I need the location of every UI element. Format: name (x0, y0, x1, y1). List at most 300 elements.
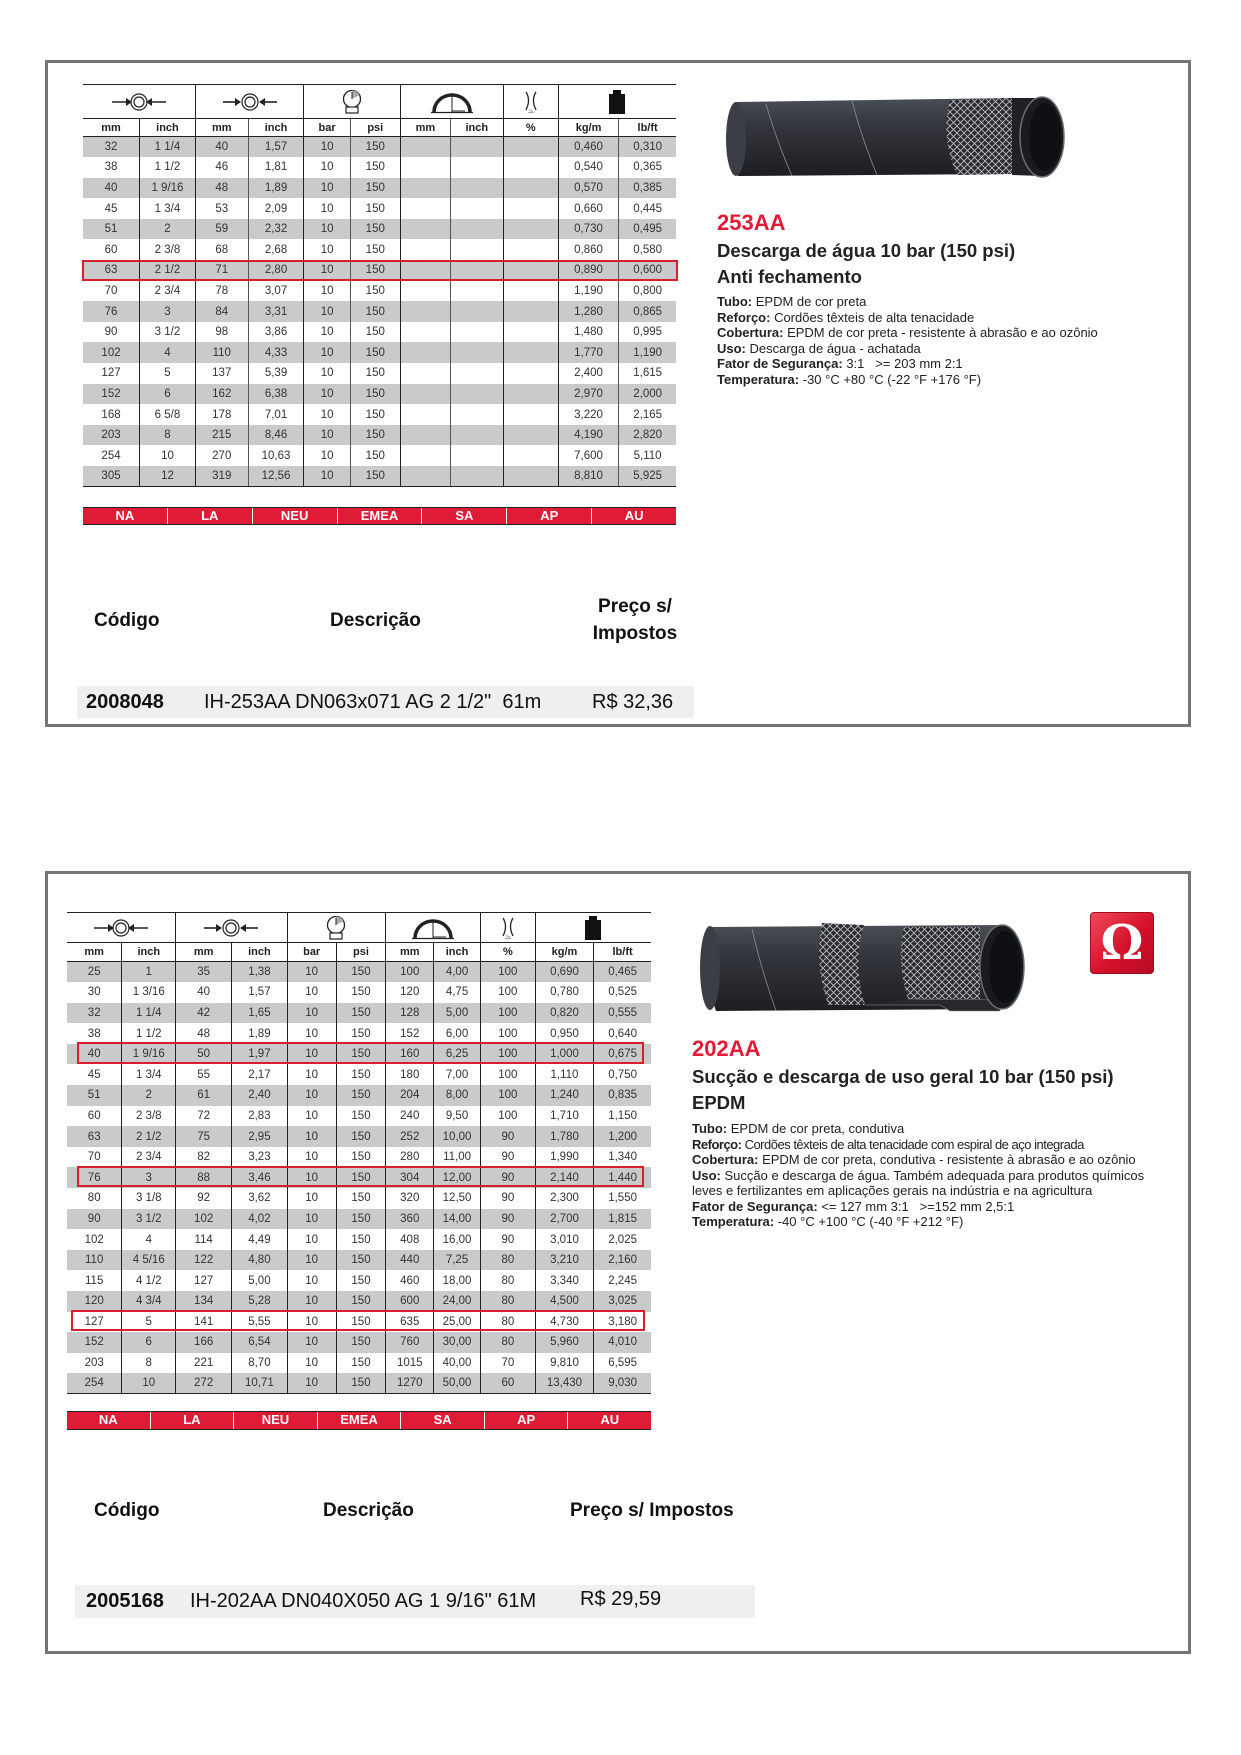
table-cell: 6,38 (248, 384, 304, 405)
price-header-price: Preço s/ Impostos (592, 596, 678, 644)
table-cell (450, 384, 503, 405)
table-cell: 70 (67, 1147, 122, 1168)
table-cell (450, 322, 503, 343)
table-cell: 4,49 (232, 1229, 287, 1250)
table-cell: 1,780 (535, 1126, 593, 1147)
table-cell: 0,660 (558, 198, 618, 219)
table-cell: 6,25 (434, 1044, 481, 1065)
table-row (83, 342, 676, 363)
region-au: AU (591, 508, 676, 524)
table-cell (450, 281, 503, 302)
table-cell: 1,81 (248, 157, 304, 178)
table-row (67, 1023, 651, 1044)
table-cell: 127 (67, 1312, 122, 1333)
table-cell: 10 (287, 1126, 336, 1147)
table-cell: 2,09 (248, 198, 304, 219)
table-cell: 90 (67, 1209, 122, 1230)
table-cell (400, 322, 450, 343)
table-cell (503, 239, 558, 260)
table-cell: 1 3/4 (140, 198, 196, 219)
table-cell: 3,010 (535, 1229, 593, 1250)
table-row (67, 1209, 651, 1230)
table-cell (503, 198, 558, 219)
table-cell: 120 (67, 1291, 122, 1312)
table-cell: 100 (480, 1044, 535, 1065)
table-cell: 1 1/2 (140, 157, 196, 178)
table-row (83, 239, 676, 260)
table-cell: 7,00 (434, 1064, 481, 1085)
table-cell: 0,495 (619, 219, 676, 240)
product-title-line1: Descarga de água 10 bar (150 psi) (717, 240, 1016, 261)
table-cell: 4,730 (535, 1312, 593, 1333)
table-cell: 221 (176, 1353, 232, 1374)
table-cell: 180 (386, 1064, 434, 1085)
table-cell: 252 (386, 1126, 434, 1147)
table-cell: 59 (195, 219, 248, 240)
table-cell: 38 (83, 157, 140, 178)
table-cell (503, 322, 558, 343)
table-cell: 8,46 (248, 425, 304, 446)
table-cell: 1 1/2 (122, 1023, 176, 1044)
table-cell: 8,810 (558, 466, 618, 487)
table-cell: 2 3/4 (140, 281, 196, 302)
table-cell: 635 (386, 1312, 434, 1333)
table-cell: 1,000 (535, 1044, 593, 1065)
table-cell: 1,710 (535, 1106, 593, 1127)
table-row (67, 1229, 651, 1250)
table-cell: 3,86 (248, 322, 304, 343)
table-cell (503, 281, 558, 302)
table-cell: 2,970 (558, 384, 618, 405)
pressure-gauge-icon (304, 85, 400, 119)
table-cell: 1 (122, 962, 176, 983)
table-row (83, 219, 676, 240)
table-cell: 150 (350, 466, 400, 487)
table-cell: 9,50 (434, 1106, 481, 1127)
table-cell: 13,430 (535, 1373, 593, 1394)
table-cell: 100 (480, 1106, 535, 1127)
table-cell: 10 (304, 363, 350, 384)
table-cell: 90 (83, 322, 140, 343)
table-cell: 122 (176, 1250, 232, 1271)
table-cell: 1 1/4 (122, 1003, 176, 1024)
table-cell: 0,540 (558, 157, 618, 178)
table-cell (503, 425, 558, 446)
table-cell: 4,80 (232, 1250, 287, 1271)
table-cell: 10 (287, 1270, 336, 1291)
table-cell: 0,860 (558, 239, 618, 260)
unit-header: inch (140, 119, 196, 137)
table-cell: 10 (287, 1209, 336, 1230)
region-emea: EMEA (337, 508, 422, 524)
table-cell: 168 (83, 404, 140, 425)
table-cell: 5,925 (619, 466, 676, 487)
spec-cobertura: Cobertura: EPDM de cor preta - resistente à abrasão e ao ozônio (717, 325, 1098, 340)
product-specs (717, 294, 1177, 387)
spec-uso: Uso: Sucção e descarga de água. Também adequada para produtos químicos leves e fertilizantes em aplicações gerais na indústria e na agricultura (692, 1167, 1145, 1198)
table-cell: 40 (176, 982, 232, 1003)
table-cell: 1 3/16 (122, 982, 176, 1003)
product-code: 253AA (717, 210, 786, 235)
table-cell: 203 (67, 1353, 122, 1374)
table-cell: 2,32 (248, 219, 304, 240)
table-cell: 141 (176, 1312, 232, 1333)
table-cell (400, 178, 450, 199)
table-cell: 10 (287, 1085, 336, 1106)
table-cell: 2,025 (594, 1229, 651, 1250)
table-cell: 8,70 (232, 1353, 287, 1374)
table-cell: 150 (336, 1085, 386, 1106)
table-cell: 150 (350, 178, 400, 199)
table-cell: 10 (287, 1188, 336, 1209)
table-cell: 25,00 (434, 1312, 481, 1333)
table-cell: 12,00 (434, 1167, 481, 1188)
unit-header: bar (304, 119, 350, 137)
table-cell (450, 301, 503, 322)
bend-radius-icon (386, 913, 481, 943)
region-ap: AP (484, 1412, 568, 1429)
table-cell (450, 219, 503, 240)
table-cell: 10 (287, 982, 336, 1003)
table-cell: 40 (195, 137, 248, 158)
table-cell: 90 (480, 1188, 535, 1209)
table-cell: 150 (350, 322, 400, 343)
spec-fator-seguranca: Fator de Segurança: 3:1 >= 203 mm 2:1 (717, 356, 963, 371)
spec-tubo: Tubo: EPDM de cor preta (717, 294, 867, 309)
table-cell: 3 1/8 (122, 1188, 176, 1209)
table-cell: 10 (304, 445, 350, 466)
table-cell: 1,89 (248, 178, 304, 199)
table-row (83, 260, 676, 281)
table-cell: 5,00 (232, 1270, 287, 1291)
table-row (83, 301, 676, 322)
table-cell: 1,615 (619, 363, 676, 384)
table-cell: 4,02 (232, 1209, 287, 1230)
table-cell (450, 157, 503, 178)
product-title-line2: EPDM (692, 1092, 746, 1113)
table-cell: 1,815 (594, 1209, 651, 1230)
table-cell: 150 (336, 1188, 386, 1209)
unit-header: mm (195, 119, 248, 137)
table-cell: 55 (176, 1064, 232, 1085)
unit-header: psi (336, 943, 386, 962)
table-cell (503, 363, 558, 384)
table-cell: 61 (176, 1085, 232, 1106)
table-cell: 150 (336, 1147, 386, 1168)
table-cell: 50,00 (434, 1373, 481, 1394)
table-cell: 10 (304, 425, 350, 446)
table-cell (503, 445, 558, 466)
table-cell: 2 1/2 (140, 260, 196, 281)
table-cell: 102 (67, 1229, 122, 1250)
table-cell: 0,555 (594, 1003, 651, 1024)
table-cell: 150 (336, 1353, 386, 1374)
unit-header: inch (450, 119, 503, 137)
table-cell: 51 (67, 1085, 122, 1106)
table-cell: 45 (83, 198, 140, 219)
table-cell: 10 (304, 137, 350, 158)
table-cell (450, 342, 503, 363)
table-cell: 90 (480, 1167, 535, 1188)
table-cell: 128 (386, 1003, 434, 1024)
table-row (83, 198, 676, 219)
table-row (83, 281, 676, 302)
table-cell (503, 342, 558, 363)
table-row (67, 1085, 651, 1106)
table-cell: 100 (480, 1023, 535, 1044)
region-emea: EMEA (317, 1412, 401, 1429)
table-cell: 100 (386, 962, 434, 983)
table-cell: 88 (176, 1167, 232, 1188)
table-cell: 240 (386, 1106, 434, 1127)
table-cell: 2 1/2 (122, 1126, 176, 1147)
table-row (67, 962, 651, 983)
unit-header: psi (350, 119, 400, 137)
table-cell: 10 (304, 260, 350, 281)
table-cell: 0,570 (558, 178, 618, 199)
region-sa: SA (421, 508, 506, 524)
table-cell: 80 (480, 1270, 535, 1291)
spec-cobertura: Cobertura: EPDM de cor preta, condutiva - resistente à abrasão e ao ozônio (692, 1152, 1136, 1167)
table-cell: 115 (67, 1270, 122, 1291)
table-cell: 1,97 (232, 1044, 287, 1065)
table-cell: 152 (67, 1332, 122, 1353)
table-cell: 102 (176, 1209, 232, 1230)
table-cell: 150 (336, 1167, 386, 1188)
table-cell: 63 (67, 1126, 122, 1147)
table-cell (400, 445, 450, 466)
table-cell: 3,180 (594, 1312, 651, 1333)
table-cell (400, 384, 450, 405)
table-cell (400, 363, 450, 384)
table-cell: 150 (350, 239, 400, 260)
table-cell: 150 (336, 1209, 386, 1230)
unit-header: kg/m (535, 943, 593, 962)
table-cell: 0,730 (558, 219, 618, 240)
table-cell: 3,340 (535, 1270, 593, 1291)
table-cell: 1,340 (594, 1147, 651, 1168)
table-cell: 102 (83, 342, 140, 363)
table-cell: 80 (480, 1291, 535, 1312)
table-cell (400, 137, 450, 158)
bend-radius-icon (400, 85, 503, 119)
weight-icon (558, 85, 676, 119)
table-cell: 10 (304, 239, 350, 260)
table-row (83, 384, 676, 405)
table-cell: 24,00 (434, 1291, 481, 1312)
table-cell: 10 (304, 466, 350, 487)
table-cell: 1015 (386, 1353, 434, 1374)
table-cell: 270 (195, 445, 248, 466)
table-cell: 2,165 (619, 404, 676, 425)
spec-table-253aa (83, 84, 676, 487)
unit-header: mm (386, 943, 434, 962)
table-cell: 120 (386, 982, 434, 1003)
table-row (67, 1064, 651, 1085)
table-cell (450, 404, 503, 425)
table-row (83, 137, 676, 158)
spec-fator-seguranca: Fator de Segurança: <= 127 mm 3:1 >=152 mm 2,5:1 (692, 1198, 1015, 1214)
table-cell (400, 157, 450, 178)
table-row (67, 1126, 651, 1147)
table-cell: 2 (140, 219, 196, 240)
table-cell: 2,80 (248, 260, 304, 281)
table-cell: 10 (287, 962, 336, 983)
table-cell: 10,63 (248, 445, 304, 466)
unit-header: inch (122, 943, 176, 962)
price-header-code: Código (94, 610, 160, 631)
table-cell (400, 466, 450, 487)
table-cell: 1,65 (232, 1003, 287, 1024)
table-cell: 0,365 (619, 157, 676, 178)
table-row (67, 1291, 651, 1312)
table-cell: 1,38 (232, 962, 287, 983)
table-cell: 0,460 (558, 137, 618, 158)
icon-header-row (67, 913, 651, 943)
table-cell: 1,240 (535, 1085, 593, 1106)
table-cell: 305 (83, 466, 140, 487)
table-cell: 5,110 (619, 445, 676, 466)
table-cell: 178 (195, 404, 248, 425)
table-cell: 150 (336, 1332, 386, 1353)
table-cell: 14,00 (434, 1209, 481, 1230)
table-cell: 4 (140, 342, 196, 363)
table-cell: 150 (336, 1126, 386, 1147)
table-cell: 8 (140, 425, 196, 446)
price-header-description: Descrição (323, 1500, 414, 1521)
table-cell: 5,960 (535, 1332, 593, 1353)
table-cell: 5,28 (232, 1291, 287, 1312)
table-cell: 40 (83, 178, 140, 199)
table-cell: 2,140 (535, 1167, 593, 1188)
table-cell: 2,820 (619, 425, 676, 446)
table-cell: 10 (287, 1064, 336, 1085)
table-cell: 254 (67, 1373, 122, 1394)
table-cell: 82 (176, 1147, 232, 1168)
table-row (83, 466, 676, 487)
table-cell: 53 (195, 198, 248, 219)
table-cell: 6,54 (232, 1332, 287, 1353)
item-code: 2005168 (86, 1590, 164, 1612)
table-row (67, 1270, 651, 1291)
vacuum-icon (480, 913, 535, 943)
table-cell: 4 1/2 (122, 1270, 176, 1291)
table-cell (503, 260, 558, 281)
table-row (67, 1106, 651, 1127)
table-cell: 10,00 (434, 1126, 481, 1147)
table-cell: 1,57 (248, 137, 304, 158)
table-cell: 3,220 (558, 404, 618, 425)
table-cell: 150 (336, 1229, 386, 1250)
table-cell: 2,245 (594, 1270, 651, 1291)
table-cell: 2,40 (232, 1085, 287, 1106)
table-cell: 150 (350, 342, 400, 363)
table-cell: 70 (480, 1353, 535, 1374)
region-bar (83, 507, 676, 525)
item-description: IH-202AA DN040X050 AG 1 9/16" 61M (190, 1590, 537, 1612)
table-cell: 0,600 (619, 260, 676, 281)
region-na: NA (98, 1412, 118, 1427)
table-cell: 0,445 (619, 198, 676, 219)
table-cell: 10 (304, 384, 350, 405)
table-cell: 166 (176, 1332, 232, 1353)
unit-header: inch (248, 119, 304, 137)
table-cell: 3 1/2 (122, 1209, 176, 1230)
table-cell: 0,800 (619, 281, 676, 302)
table-cell: 98 (195, 322, 248, 343)
table-cell: 150 (350, 198, 400, 219)
table-cell: 10 (287, 1312, 336, 1333)
table-cell: 2 3/8 (140, 239, 196, 260)
table-row (67, 1044, 651, 1065)
table-cell (503, 404, 558, 425)
table-row (83, 322, 676, 343)
table-cell: 10 (304, 342, 350, 363)
spec-table-202aa (67, 912, 651, 1394)
table-cell: 150 (350, 301, 400, 322)
unit-header: lb/ft (619, 119, 676, 137)
table-cell: 0,865 (619, 301, 676, 322)
table-cell (400, 425, 450, 446)
table-cell: 150 (350, 445, 400, 466)
table-cell: 100 (480, 1064, 535, 1085)
table-cell: 48 (176, 1023, 232, 1044)
table-cell: 6,595 (594, 1353, 651, 1374)
unit-header: % (480, 943, 535, 962)
table-cell: 1,280 (558, 301, 618, 322)
table-cell: 68 (195, 239, 248, 260)
unit-header: lb/ft (594, 943, 651, 962)
table-cell: 2,700 (535, 1209, 593, 1230)
table-cell: 137 (195, 363, 248, 384)
table-cell: 90 (480, 1229, 535, 1250)
table-cell: 204 (386, 1085, 434, 1106)
table-cell: 2,17 (232, 1064, 287, 1085)
table-cell (503, 219, 558, 240)
table-cell: 4,190 (558, 425, 618, 446)
table-cell: 150 (336, 1270, 386, 1291)
table-cell (450, 425, 503, 446)
table-cell: 40 (67, 1044, 122, 1065)
table-cell: 0,465 (594, 962, 651, 983)
product-specs (692, 1121, 1162, 1230)
table-cell: 10 (140, 445, 196, 466)
table-cell: 92 (176, 1188, 232, 1209)
table-cell: 3,62 (232, 1188, 287, 1209)
table-cell: 203 (83, 425, 140, 446)
table-row (67, 1353, 651, 1374)
table-cell: 10 (304, 219, 350, 240)
table-cell: 1,150 (594, 1106, 651, 1127)
table-cell: 162 (195, 384, 248, 405)
table-row (83, 425, 676, 446)
table-cell: 1,480 (558, 322, 618, 343)
table-cell: 127 (83, 363, 140, 384)
table-cell: 150 (336, 962, 386, 983)
table-cell: 440 (386, 1250, 434, 1271)
table-cell: 6,00 (434, 1023, 481, 1044)
unit-header: bar (287, 943, 336, 962)
table-cell (450, 137, 503, 158)
table-cell: 1,110 (535, 1064, 593, 1085)
table-cell: 5 (122, 1312, 176, 1333)
table-cell: 7,25 (434, 1250, 481, 1271)
table-cell: 3,07 (248, 281, 304, 302)
unit-header: inch (434, 943, 481, 962)
table-cell: 760 (386, 1332, 434, 1353)
table-cell (400, 198, 450, 219)
price-header-price: Preço s/ Impostos (570, 1500, 734, 1521)
